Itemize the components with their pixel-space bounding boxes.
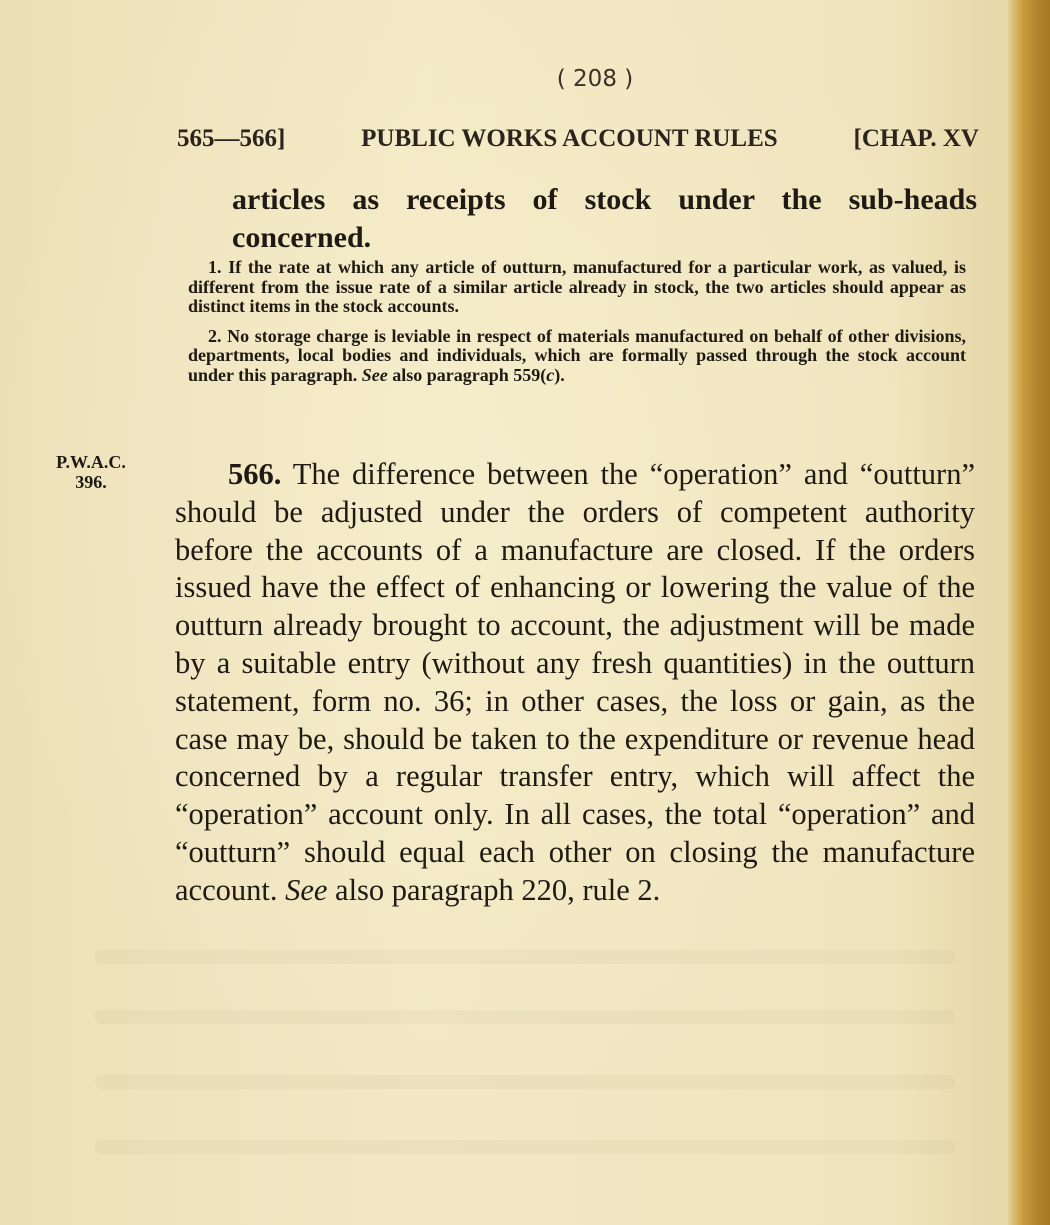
- paragraph-see-reference: also paragraph 220, rule 2.: [327, 872, 661, 907]
- note-1: 1. If the rate at which any article of outturn, manufactured for a particular work, as valued, is different from the issue rate of a similar article already in stock, the two articles should appear as distinct items in the stock accounts.: [188, 257, 966, 316]
- margin-reference-number: 396.: [75, 472, 107, 492]
- bleed-through-shadow: [95, 950, 955, 964]
- notes-block: [188, 258, 966, 395]
- note-2-reference: also paragraph 559(: [387, 364, 547, 385]
- paragraph-566: [175, 456, 975, 910]
- page-binding-edge: [1008, 0, 1050, 1225]
- running-head-section-range: 565—566]: [177, 125, 286, 152]
- continuation-text: articles as receipts of stock under the sub-heads concerned.: [232, 183, 977, 254]
- margin-reference-code: P.W.A.C.: [56, 452, 126, 472]
- note-2-reference-close: ).: [554, 364, 565, 385]
- running-head-title: PUBLIC WORKS ACCOUNT RULES: [361, 125, 778, 152]
- bleed-through-shadow: [95, 1140, 955, 1154]
- page-number: ( 208 ): [556, 66, 634, 92]
- note-2-see: See: [361, 364, 388, 385]
- note-2-text: 2. No storage charge is leviable in respect of materials manufactured on behalf of other divisions, departments, local bodies and individuals, which are formally passed through the stock account under this paragraph.: [188, 325, 966, 385]
- note-2: [188, 327, 966, 386]
- paragraph-body: The difference between the “operation” and “outturn” should be adjusted under the orders of competent authority before the accounts of a manufacture are closed. If the orders issued have the effect of enhancing or lowering the value of the outturn already brought to account, the adjustment will be made by a suitable entry (without any fresh quantities) in the outturn statement, form no. 36; in other cases, the loss or gain, as the case may be, should be taken to the expenditure or revenue head concerned by a regular transfer entry, which will affect the “operation” account only. In all cases, the total “operation” and “outturn” should equal each other on closing the manufacture account.: [175, 457, 975, 907]
- paragraph-number: 566.: [228, 457, 282, 491]
- running-head: [177, 125, 979, 153]
- running-head-chapter: [CHAP. XV: [853, 125, 979, 152]
- note-2-reference-letter: c: [546, 364, 555, 385]
- bleed-through-shadow: [95, 1075, 955, 1089]
- bleed-through-shadow: [95, 1010, 955, 1024]
- margin-reference: [36, 452, 146, 492]
- paragraph-see: See: [285, 872, 328, 907]
